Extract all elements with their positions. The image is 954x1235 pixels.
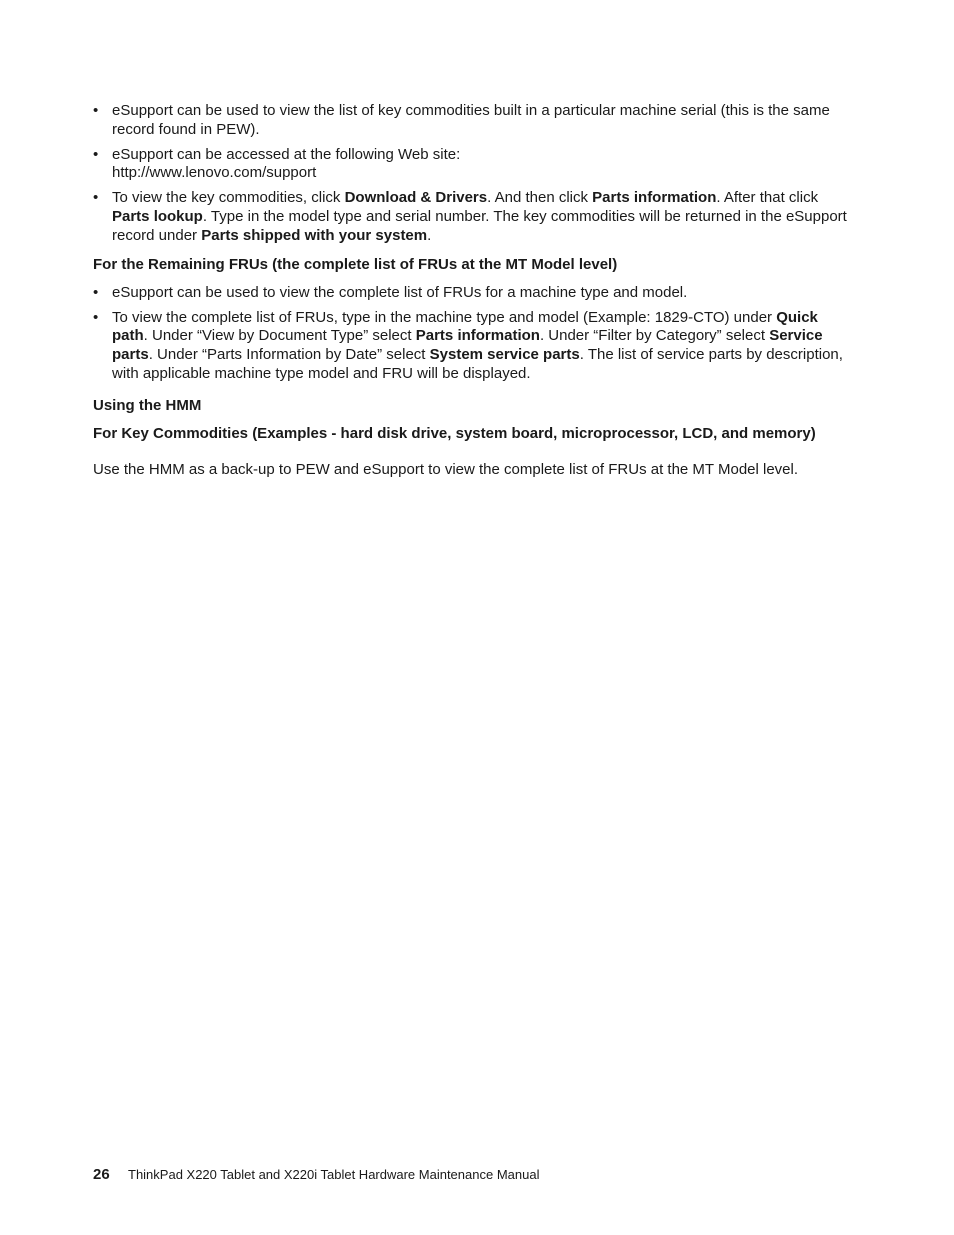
bullet-text: . Under “Filter by Category” select: [539, 327, 770, 345]
list-item: [93, 189, 853, 245]
bullet-icon: •: [93, 189, 99, 207]
quick-path-term: Quick path: [112, 308, 818, 345]
bullet-text: . The list of service parts by description, with applicable machine type model and FRU will be displayed.: [112, 346, 843, 382]
bullet-text: .: [427, 226, 432, 244]
bullet-text: . Type in the model type and serial number. The key commodities will be returned in the eSupport record under: [112, 207, 847, 244]
support-url-link[interactable]: http://www.lenovo.com/support: [112, 164, 317, 182]
bullet-icon: •: [93, 283, 99, 301]
remaining-frus-heading: For the Remaining FRUs (the complete list of FRUs at the MT Model level): [93, 256, 618, 274]
download-drivers-term: Download & Drivers: [344, 189, 488, 207]
bullet-text: . Under “Parts Information by Date” select: [148, 346, 430, 364]
bullet-text: To view the complete list of FRUs, type in the machine type and model (Example: 1829-CTO) under: [112, 308, 777, 326]
list-item: [93, 146, 853, 183]
bullet-icon: •: [93, 102, 99, 119]
parts-information-term: Parts information: [592, 189, 717, 207]
page-footer: [93, 1166, 853, 1185]
parts-information-term: Parts information: [415, 327, 540, 345]
list-item: [93, 284, 853, 303]
bullet-text: To view the key commodities, click: [112, 189, 345, 207]
manual-title: ThinkPad X220 Tablet and X220i Tablet Hardware Maintenance Manual: [128, 1167, 540, 1182]
bullet-text: eSupport can be used to view the complete list of FRUs for a machine type and model.: [112, 283, 688, 301]
list-item: [93, 102, 853, 139]
using-hmm-heading: Using the HMM: [93, 397, 202, 415]
bullet-text: . After that click: [716, 189, 819, 207]
parts-shipped-term: Parts shipped with your system: [201, 226, 428, 244]
key-commodities-heading: For Key Commodities (Examples - hard disk drive, system board, microprocessor, LCD, and memory): [93, 424, 816, 442]
page-number: 26: [93, 1166, 110, 1183]
page-content: [93, 102, 853, 480]
commodities-bullet-list: [93, 102, 853, 245]
bullet-icon: •: [93, 145, 99, 163]
bullet-text: . Under “View by Document Type” select: [143, 327, 416, 345]
system-service-parts-term: System service parts: [429, 346, 580, 364]
service-parts-term: Service parts: [112, 327, 823, 364]
frus-bullet-list: [93, 284, 853, 383]
list-item: [93, 309, 853, 383]
bullet-text: eSupport can be accessed at the following Web site:: [112, 145, 461, 163]
bullet-text: . And then click: [487, 189, 593, 207]
bullet-icon: •: [93, 308, 99, 326]
bullet-text: eSupport can be used to view the list of key commodities built in a particular machine serial (this is the same record found in PEW).: [112, 102, 830, 138]
parts-lookup-term: Parts lookup: [112, 207, 203, 225]
hmm-paragraph: Use the HMM as a back-up to PEW and eSupport to view the complete list of FRUs at the MT Model level.: [93, 461, 799, 479]
